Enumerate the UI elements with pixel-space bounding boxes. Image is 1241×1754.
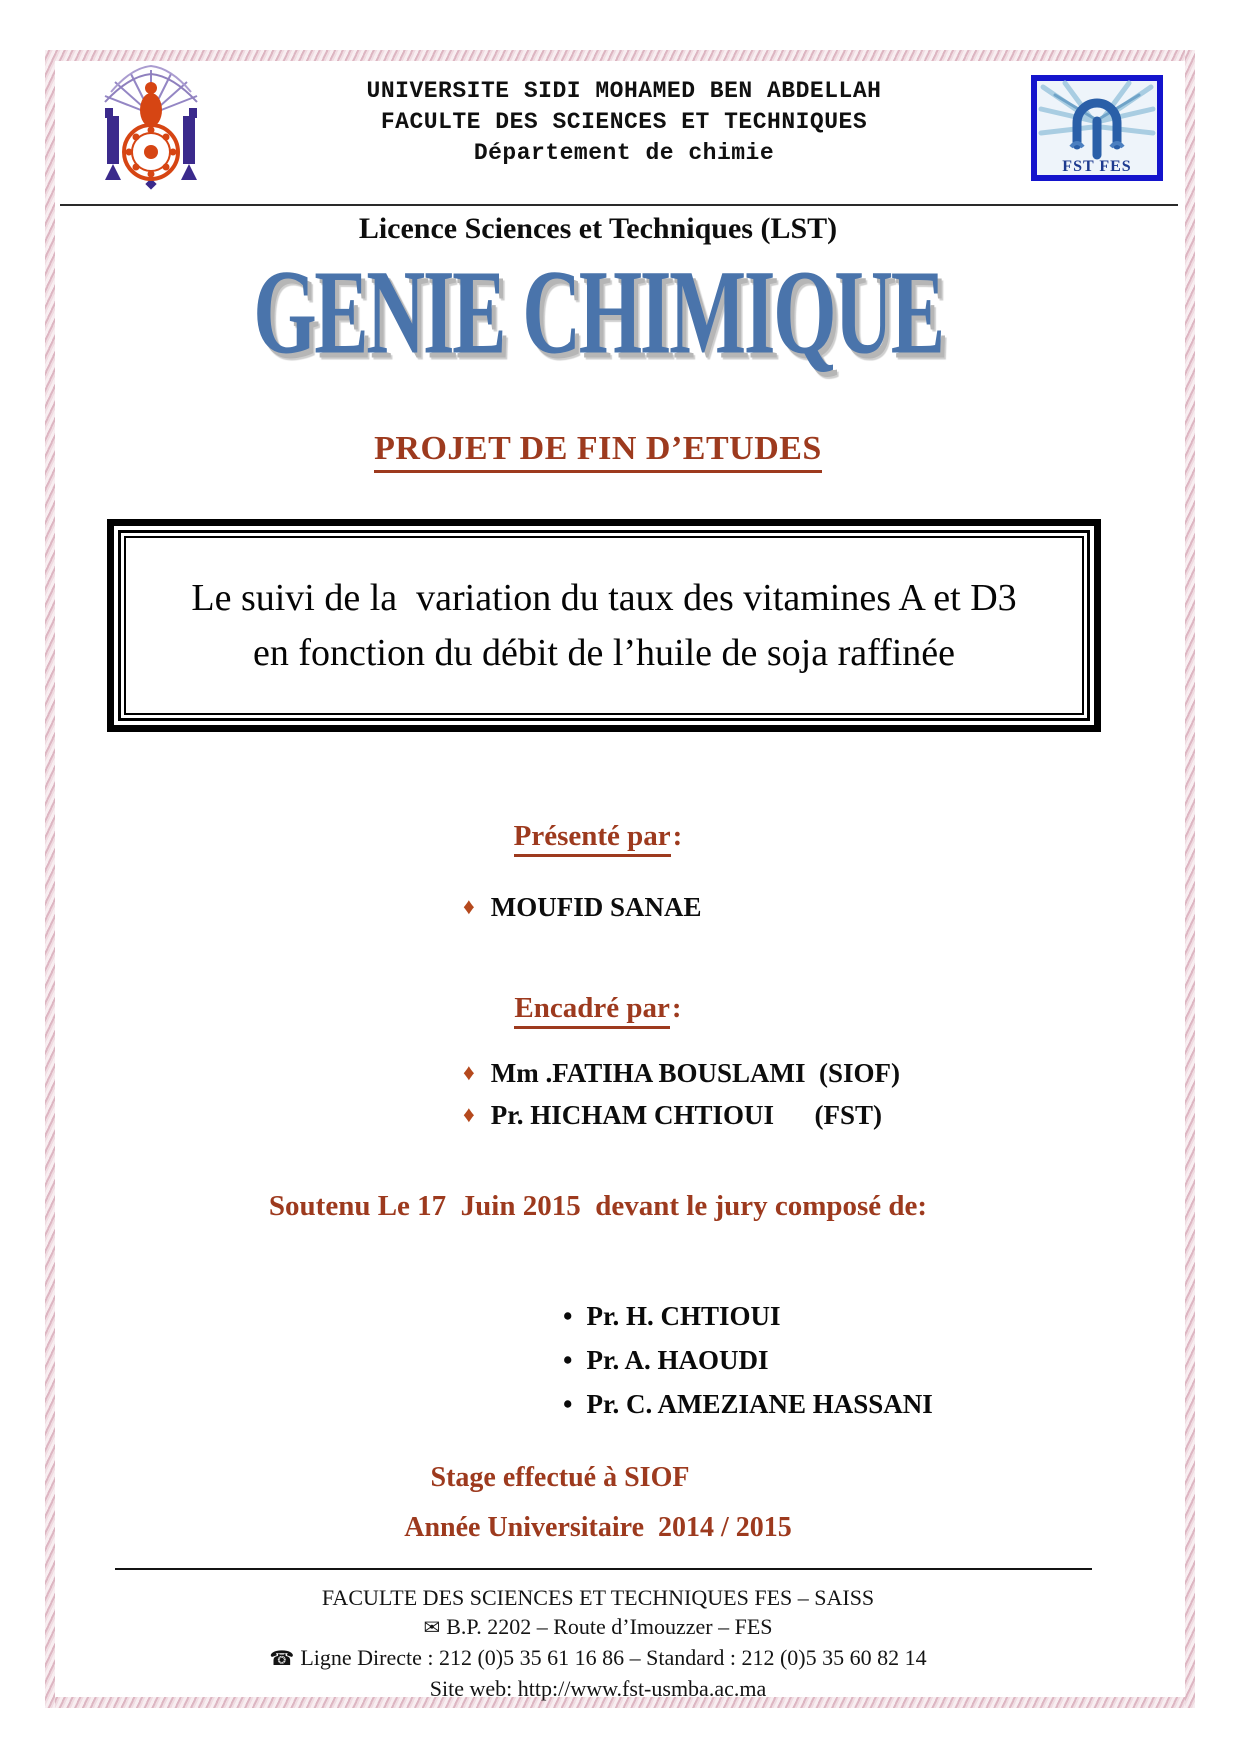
presented-by-colon: : [672, 820, 683, 852]
round-bullet-icon: • [563, 1389, 573, 1419]
fst-fes-logo-icon [1031, 75, 1163, 181]
student-name: MOUFID SANAE [490, 892, 702, 922]
university-emblem-icon [85, 62, 217, 194]
presented-by-label: Présenté par [514, 820, 671, 857]
footer-divider [115, 1568, 1092, 1570]
supervisors-list [463, 1052, 900, 1136]
supervised-by-colon: : [671, 992, 682, 1024]
wordart-genie-chimique [45, 244, 1151, 380]
fst-logo-text: FST FES [1062, 158, 1132, 175]
footer-address-text: B.P. 2202 – Route d’Imouzzer – FES [446, 1614, 773, 1639]
jury-member-name: Pr. C. AMEZIANE HASSANI [586, 1389, 933, 1419]
footer-website-line: Site web: http://www.fst-usmba.ac.ma [429, 1676, 767, 1701]
diamond-bullet-icon: ♦ [463, 894, 475, 919]
program-title: Licence Sciences et Techniques (LST) [358, 212, 838, 245]
diamond-bullet-icon: ♦ [463, 1102, 475, 1127]
jury-member-name: Pr. A. HAOUDI [586, 1345, 769, 1375]
project-heading [45, 430, 1151, 468]
footer-address-line [45, 1612, 1151, 1643]
footer-phone-text: Ligne Directe : 212 (0)5 35 61 16 86 – Standard : 212 (0)5 35 60 82 14 [300, 1645, 927, 1670]
round-bullet-icon: • [563, 1301, 573, 1331]
jury-list [563, 1294, 933, 1426]
supervisor-item [463, 1094, 900, 1136]
round-bullet-icon: • [563, 1345, 573, 1375]
faculty-name: FACULTE DES SCIENCES ET TECHNIQUES [380, 109, 868, 135]
phone-icon: ☎ [269, 1648, 295, 1670]
footer [45, 1583, 1151, 1703]
wordart-text: GENIE CHIMIQUE [253, 246, 943, 380]
department-name: Département de chimie [473, 140, 775, 166]
thesis-title [124, 536, 1084, 715]
institution-header [217, 62, 1031, 169]
project-heading-text: PROJET DE FIN D’ETUDES [374, 430, 822, 473]
university-name: UNIVERSITE SIDI MOHAMED BEN ABDELLAH [366, 78, 882, 104]
footer-faculty-line: FACULTE DES SCIENCES ET TECHNIQUES FES – SAISS [321, 1585, 875, 1610]
supervised-by-heading [45, 992, 1151, 1025]
thesis-title-line1: Le suivi de la variation du taux des vitamines A et D3 [191, 576, 1017, 619]
header-divider [60, 204, 1178, 206]
thesis-title-box-mid [118, 530, 1090, 721]
supervisor-item [463, 1052, 900, 1094]
academic-year-line: Année Universitaire 2014 / 2015 [404, 1512, 792, 1543]
thesis-title-line2: en fonction du débit de l’huile de soja raffinée [252, 631, 956, 674]
diamond-bullet-icon: ♦ [463, 1060, 475, 1085]
presented-by-item [463, 886, 702, 928]
jury-member-item [563, 1294, 933, 1338]
jury-member-name: Pr. H. CHTIOUI [586, 1301, 781, 1331]
supervisor-name: Pr. HICHAM CHTIOUI (FST) [490, 1100, 883, 1130]
mail-icon: ✉ [423, 1617, 441, 1639]
defense-line: Soutenu Le 17 Juin 2015 devant le jury composé de: [268, 1190, 928, 1222]
header [85, 62, 1163, 194]
jury-member-item [563, 1338, 933, 1382]
supervisor-name: Mm .FATIHA BOUSLAMI (SIOF) [490, 1058, 901, 1088]
page-border-right [1185, 50, 1195, 1708]
presented-by-list [463, 886, 702, 928]
presented-by-heading [45, 820, 1151, 853]
internship-line: Stage effectué à SIOF [430, 1462, 690, 1493]
footer-phone-line [45, 1643, 1151, 1674]
page-border-top [45, 50, 1195, 61]
supervised-by-label: Encadré par [514, 992, 669, 1029]
thesis-title-box [107, 519, 1101, 732]
jury-member-item [563, 1382, 933, 1426]
